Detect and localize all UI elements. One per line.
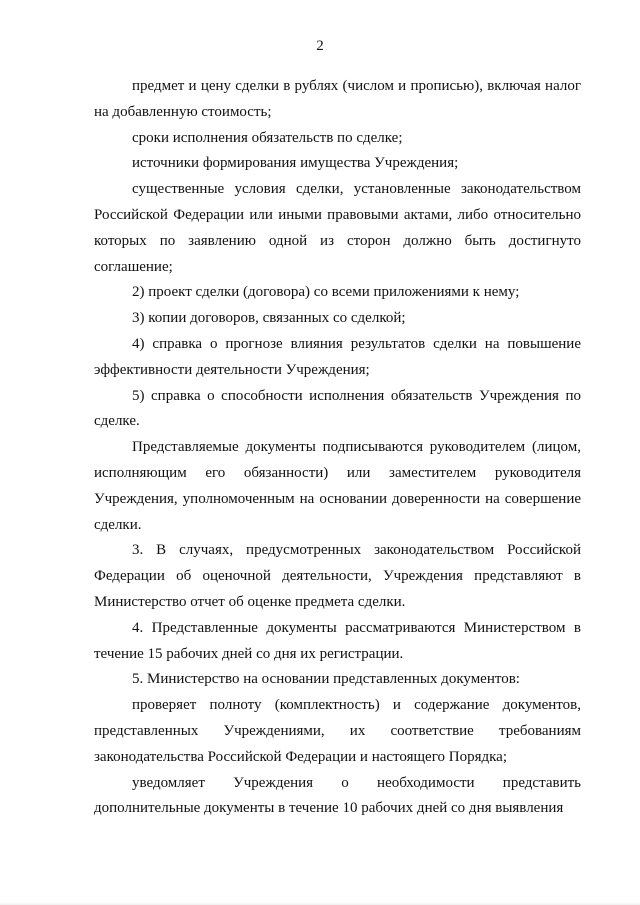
paragraph-property-sources: источники формирования имущества Учреждения; — [132, 155, 459, 172]
paragraph-checks: проверяет полноту (комплектность) и содержание документов, представленных Учреждениями, их соответствие требованиям законодательства Российской Федерации и настоящего Порядка; — [94, 697, 581, 765]
paragraph-section-5: 5. Министерство на основании представленных документов: — [132, 671, 520, 688]
paragraph-subject-price: предмет и цену сделки в рублях (числом и прописью), включая налог на добавленную стоимость; — [94, 78, 581, 120]
paragraph-deadlines: сроки исполнения обязательств по сделке; — [132, 129, 403, 146]
document-body — [94, 74, 581, 822]
paragraph-item-5: 5) справка о способности исполнения обязательств Учреждения по сделке. — [94, 387, 581, 430]
paragraph-notifies: уведомляет Учреждения о необходимости представить дополнительные документы в течение 10 рабочих дней со дня выявления — [94, 774, 581, 817]
paragraph-section-4: 4. Представленные документы рассматриваются Министерством в течение 15 рабочих дней со дня их регистрации. — [94, 619, 581, 662]
paragraph-item-2: 2) проект сделки (договора) со всеми приложениями к нему; — [132, 284, 520, 301]
paragraph-essential-terms: существенные условия сделки, установленные законодательством Российской Федерации или иными правовыми актами, либо относительно которых по заявлению одной из сторон должно быть достигнуто соглашение; — [94, 181, 581, 275]
paragraph-item-3: 3) копии договоров, связанных со сделкой; — [132, 310, 406, 327]
paragraph-section-3: 3. В случаях, предусмотренных законодательством Российской Федерации об оценочной деятельности, Учреждения представляют в Министерство отчет об оценке предмета сделки. — [94, 542, 581, 610]
page-number: 2 — [316, 38, 324, 54]
paragraph-signing: Представляемые документы подписываются руководителем (лицом, исполняющим его обязанности) или заместителем руководителя Учреждения, уполномоченным на основании доверенности на совершение сделки. — [94, 439, 581, 533]
paragraph-item-4: 4) справка о прогнозе влияния результатов сделки на повышение эффективности деятельности Учреждения; — [94, 335, 581, 378]
